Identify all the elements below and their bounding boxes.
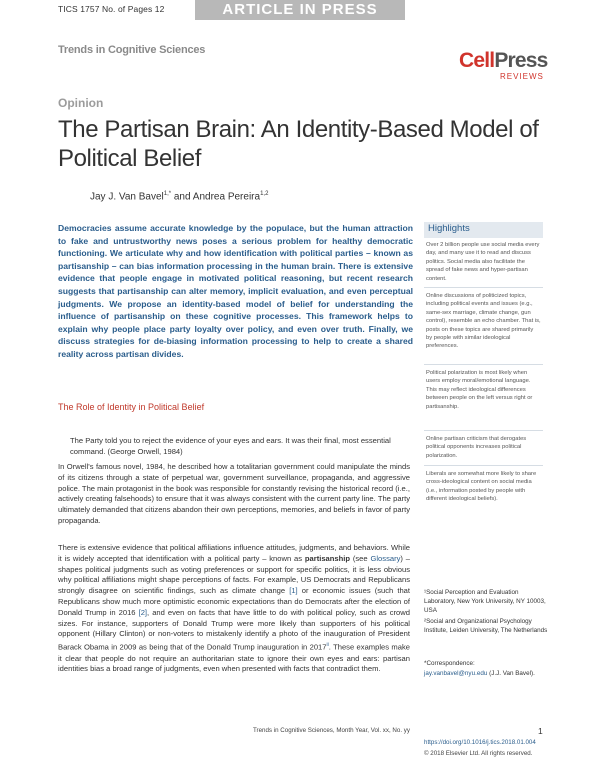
author-1-affil: 1,* — [163, 191, 172, 197]
p2-text-c: ) – shapes political judgments such as voting preferences or support for specific politics, it is less obvious why political affiliations might shape perceptions of facts. For example, US Democrats and Republicans strongly disagree on scientific findings, such as climate change — [58, 553, 410, 596]
author-2: Andrea Pereira — [192, 191, 261, 203]
highlight-divider — [424, 364, 543, 365]
page-number: 1 — [538, 726, 543, 736]
affiliations — [424, 589, 549, 636]
abstract: Democracies assume accurate knowledge by the populace, but the human attraction to fake and untrustworthy news poses a serious problem for healthy democratic functioning. We articulate why and how identification with political parties – known as partisanship – can bias information processing in the human brain. There is extensive evidence that people engage in motivated political reasoning, but recent research suggests that partisanship can alter memory, implicit evaluation, and even perceptual judgments. We propose an identity-based model of belief for understanding the influence of partisanship on these cognitive processes. This framework helps to explain why people place party loyalty over policy, and even over truth. Finally, we discuss strategies for de-biasing information processing to help to create a shared reality across partisan divides. — [58, 223, 413, 359]
highlight-divider — [424, 430, 543, 431]
highlight-item: Over 2 billion people use social media every day, and many use it to read and discuss politics. Social media also facilitate the spread of fake news and hyper-partisan content. — [426, 242, 540, 282]
cellpress-logo — [459, 49, 548, 73]
partisanship-term: partisanship — [304, 553, 351, 563]
p2-text-e: , and even on facts that have little to do with political policy, such as crowd sizes. For instance, supporters of Donald Trump were more likely than supporters of his political opponent (Hillary Clinton) or non-voters to mistakenly identify a photo of the inauguration of President Barack Obama in 2009 as being that of the Donald Trump inauguration in 2017 — [58, 607, 410, 652]
p2-text-d: or economic issues (such that Republicans show much more optimistic economic expectations than do Democrats after the election of Donald Trump in 2016 — [58, 586, 410, 617]
manuscript-info: TICS 1757 No. of Pages 12 — [58, 4, 165, 14]
correspondence — [424, 670, 535, 677]
highlight-item: Online discussions of politicized topics, including political events and issues (e.g., same-sex marriage, climate change, gun control), resemble an echo chamber. That is, posts on these topics are shared primarily by people with similar ideological preferences. — [426, 293, 541, 350]
reference-link-2[interactable]: [2] — [138, 607, 148, 617]
affiliation-1: ¹Social Perception and Evaluation Laboratory, New York University, NY 10003, USA — [424, 589, 546, 614]
highlight-item: Political polarization is most likely when users employ moral/emotional language. This may reflect ideological differences between people on the left versus right or partisanship. — [426, 370, 533, 410]
author-line — [90, 191, 268, 202]
highlight-divider — [424, 465, 543, 466]
section-heading: The Role of Identity in Political Belief — [58, 402, 205, 412]
affiliation-2: ²Social and Organizational Psychology Institute, Leiden University, The Netherlands — [424, 618, 548, 635]
glossary-link[interactable]: Glossary — [370, 553, 401, 563]
p2-text-f: . These examples make it clear that people do not require an authoritarian state to ignore their own eyes and ears: partisan identities bias a broad range of judgments, even when presented with facts that contradict them. — [58, 642, 410, 674]
journal-name: Trends in Cognitive Sciences — [58, 44, 206, 56]
highlights-title: Highlights — [428, 223, 470, 234]
footnote-link[interactable]: ii — [326, 642, 329, 649]
author-1: Jay J. Van Bavel — [90, 191, 164, 203]
logo-cell-text: Cell — [459, 49, 495, 72]
p2-text-b: (see — [350, 553, 371, 563]
correspondence-label: *Correspondence: — [424, 660, 475, 667]
reference-link-1[interactable]: [1] — [289, 586, 298, 596]
p2-text-a: There is extensive evidence that political affiliations influence attitudes, judgments, and behaviors. While it is widely accepted that identification with a political party – known as — [58, 543, 410, 563]
correspondence-email[interactable]: jay.vanbavel@nyu.edu — [424, 670, 488, 677]
copyright: © 2018 Elsevier Ltd. All rights reserved. — [424, 750, 533, 757]
article-in-press-banner: ARTICLE IN PRESS — [222, 1, 378, 18]
highlight-item: Liberals are somewhat more likely to share cross-ideological content on social media (i.e., information posted by people with different ideological beliefs). — [426, 471, 537, 503]
logo-press-text: Press — [494, 49, 548, 72]
doi-link[interactable]: https://doi.org/10.1016/j.tics.2018.01.004 — [424, 739, 536, 746]
epigraph-quote: The Party told you to reject the evidence of your eyes and ears. It was their final, most essential command. (George Orwell, 1984) — [70, 436, 391, 456]
body-paragraph-2 — [58, 543, 410, 675]
highlight-divider — [424, 287, 543, 288]
correspondence-name: (J.J. Van Bavel). — [487, 670, 535, 677]
highlight-item: Online partisan criticism that derogates political opponents increases political polarization. — [426, 436, 527, 459]
article-title: The Partisan Brain: An Identity-Based Model of Political Belief — [58, 116, 539, 172]
footer-journal: Trends in Cognitive Sciences, Month Year, Vol. xx, No. yy — [253, 727, 410, 734]
body-paragraph-1: In Orwell's famous novel, 1984, he described how a totalitarian government could manipulate the minds of its citizens through a state of perpetual war, government surveillance, propaganda, and aggressive police. The main protagonist in the book was responsible for constantly revising the historical record (i.e., actively creating falsehoods) to ensure that it was always consistent with the current party line. The party ultimately demanded that citizens abandon their own perceptions, memories, and beliefs in favor of party propaganda. — [58, 462, 410, 525]
logo-reviews-text: REVIEWS — [500, 72, 544, 81]
author-2-affil: 1,2 — [260, 191, 269, 197]
author-conjunction: and — [171, 191, 193, 203]
section-label: Opinion — [58, 96, 104, 110]
